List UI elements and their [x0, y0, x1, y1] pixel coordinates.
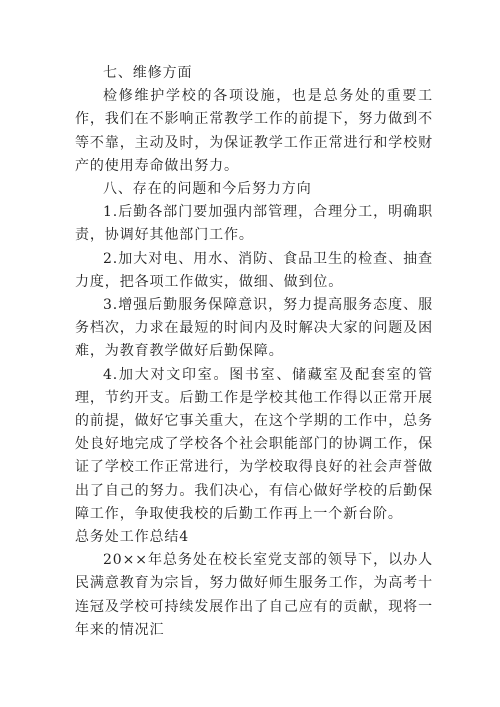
paragraph-intro: 20××年总务处在校长室党支部的领导下，以办人民满意教育为宗旨，努力做好师生服务工作，为高考十连冠及学校可持续发展作出了自己应有的贡献，现将一年来的情况汇	[75, 552, 433, 638]
section-heading-repair: 七、维修方面	[103, 65, 193, 81]
list-item-3: 3.增强后勤服务保障意识，努力提高服务态度、服务档次，力求在最短的时间内及时解决大家的问题及困难，为教育教学做好后勤保障。	[75, 297, 433, 360]
summary-title: 总务处工作总结4	[75, 529, 190, 546]
list-item-2: 2.加大对电、用水、消防、食品卫生的检查、抽查力度，把各项工作做实，做细、做到位。	[75, 250, 433, 290]
list-item-4: 4.加大对文印室。图书室、储藏室及配套室的管理，节约开支。后勤工作是学校其他工作得以正常开展的前提，做好它事关重大，在这个学期的工作中，总务处良好地完成了学校各个社会职能部门的协调工作，保证了学校工作正常进行，为学校取得良好的社会声誉做出了自己的努力。我们决心，有信心做好学校的后勤保障工作，争取使我校的后勤工作再上一个新台阶。	[75, 366, 433, 522]
section-heading-problems: 八、存在的问题和今后努力方向	[103, 181, 312, 198]
paragraph-repair: 检修维护学校的各项设施，也是总务处的重要工作，我们在不影响正常教学工作的前提下，努力做到不等不靠，主动及时，为保证教学工作正常进行和学校财产的使用寿命做出努力。	[75, 88, 433, 174]
document-body	[75, 62, 433, 642]
list-item-1: 1.后勤各部门要加强内部管理，合理分工，明确职责，协调好其他部门工作。	[75, 204, 433, 244]
